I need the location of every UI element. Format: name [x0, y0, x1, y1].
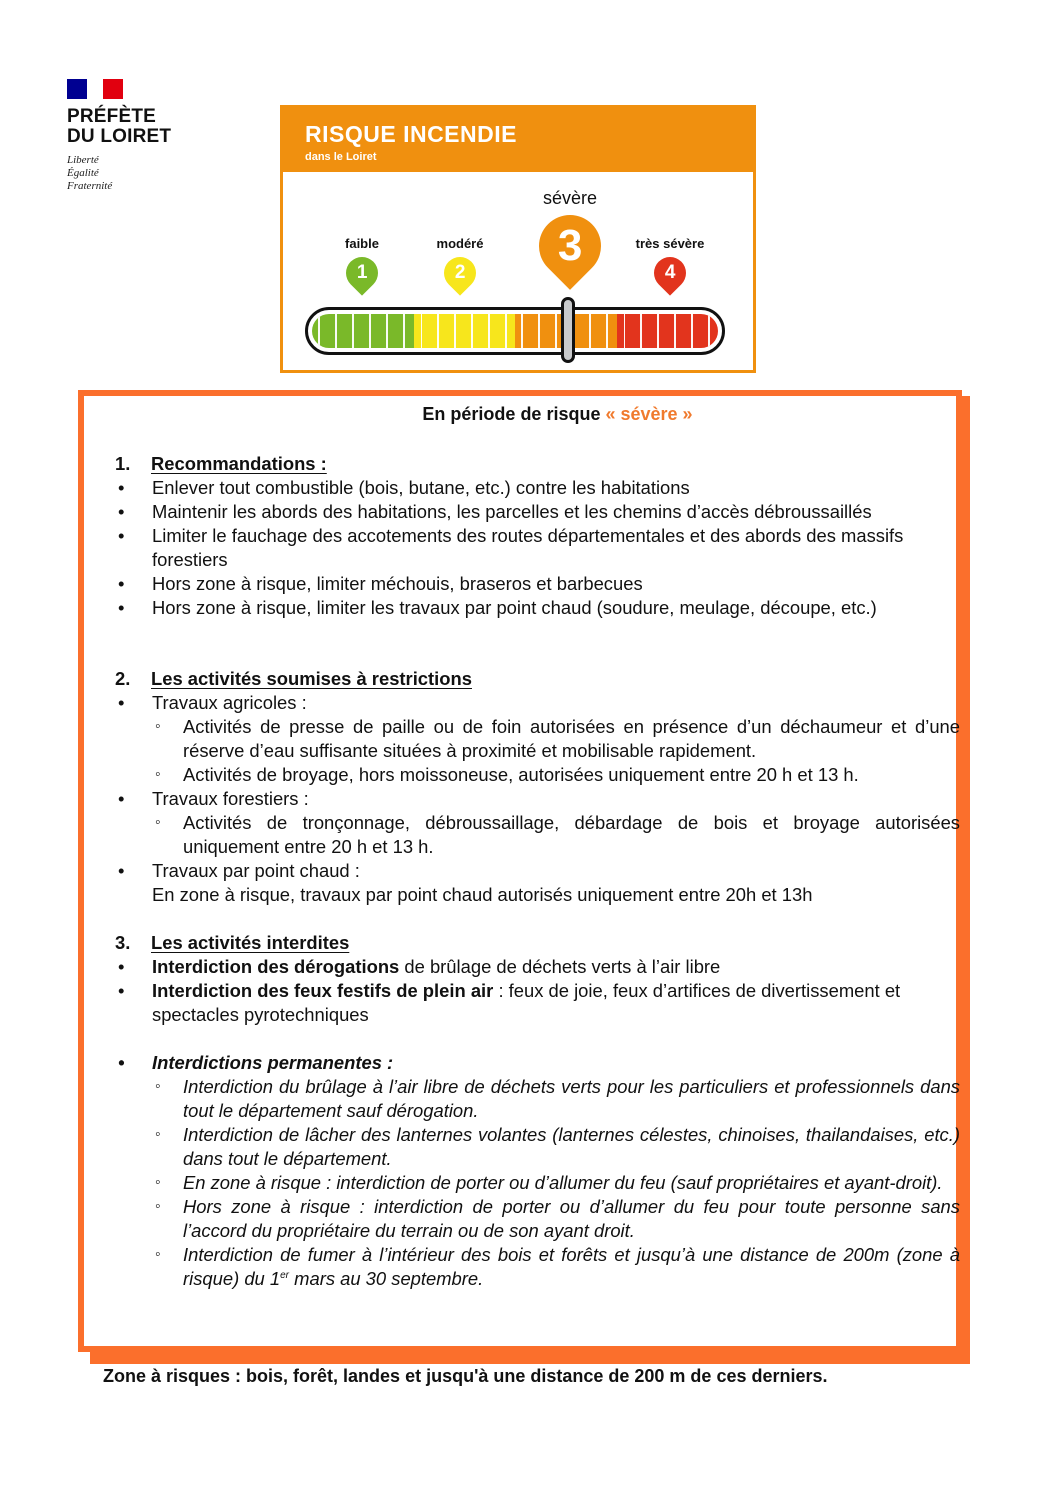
- org-line-1: PRÉFÈTE: [67, 106, 157, 127]
- section-title: Les activités soumises à restrictions: [151, 668, 472, 689]
- section-restrictions: 2. Les activités soumises à restrictions • Travaux agricoles : ◦ Activités de presse de paille ou de foin autorisées en présence d’un déchaumeur et d’une réserve d’eau suffisante situées à proximité et mobilisable rapidement. ◦ Activités de broyage, hors moissoneuse, autorisées uniquement entre 20 h et 13 h. • Travaux forestiers : ◦ Activités de tronçonnage, débroussaillage, débardage de bois et broyage autorisées uniquement entre 20 h et 13 h. • Travaux par point chaud : En zone à risque, travaux par point chaud autorisés uniquement entre 20h et 13h: [115, 667, 960, 907]
- section-title: Recommandations :: [151, 453, 327, 474]
- footer-note: Zone à risques : bois, forêt, landes et jusqu'à une distance de 200 m de ces derniers.: [103, 1366, 828, 1386]
- org-line-2: DU LOIRET: [67, 126, 172, 147]
- sub-list-item: ◦ Interdiction du brûlage à l’air libre de déchets verts pour les particuliers et professionnels dans tout le département sauf dérogation.: [115, 1075, 960, 1123]
- list-item: • Travaux par point chaud :: [115, 859, 960, 883]
- list-item: • Interdiction des feux festifs de plein air : feux de joie, feux d’artifices de divertissement et spectacles pyrotechniques: [115, 979, 960, 1027]
- org-name: [67, 107, 197, 147]
- sub-list-item: ◦ Activités de tronçonnage, débroussaillage, débardage de bois et broyage autorisées uniquement entre 20 h et 13 h.: [115, 811, 960, 859]
- list-item: • Interdiction des dérogations de brûlage de déchets verts à l’air libre: [115, 955, 960, 979]
- map-pin-icon: 2: [437, 250, 482, 295]
- prefecture-logo: [67, 79, 197, 193]
- gauge-cursor: [561, 297, 575, 363]
- gauge-segment-modere: [414, 314, 516, 348]
- level-2-marker: [425, 236, 495, 289]
- gauge-segment-faible: [312, 314, 414, 348]
- french-flag-icon: [67, 79, 123, 99]
- section-recommandations: 1. Recommandations : • Enlever tout combustible (bois, butane, etc.) contre les habitations • Maintenir les abords des habitations, les parcelles et les chemins d’accès débroussaillés • Limiter le fauchage des accotements des routes départementales et des abords des massifs forestiers • Hors zone à risque, limiter méchouis, braseros et barbecues • Hors zone à risque, limiter les travaux par point chaud (soudure, meulage, découpe, etc.): [115, 452, 960, 620]
- list-item: • Limiter le fauchage des accotements des routes départementales et des abords des massifs forestiers: [115, 524, 960, 572]
- level-1-marker: [335, 236, 389, 289]
- list-item: • Travaux agricoles :: [115, 691, 960, 715]
- motto-fraternite: Fraternité: [67, 180, 113, 192]
- risk-gauge: [305, 307, 725, 355]
- list-item: • Hors zone à risque, limiter les travaux par point chaud (soudure, meulage, découpe, etc.): [115, 596, 960, 620]
- sub-list-item: ◦ En zone à risque : interdiction de porter ou d’allumer du feu (sauf propriétaires et ayant-droit).: [115, 1171, 960, 1195]
- notice-heading: En période de risque « sévère »: [422, 404, 693, 424]
- list-note: En zone à risque, travaux par point chaud autorisés uniquement entre 20h et 13h: [152, 884, 813, 905]
- notice-content: [115, 400, 960, 1291]
- level-3-marker-active: [530, 188, 610, 277]
- list-item: • Hors zone à risque, limiter méchouis, braseros et barbecues: [115, 572, 960, 596]
- card-title: RISQUE INCENDIE: [305, 121, 517, 147]
- level-3-label: sévère: [542, 188, 598, 208]
- sub-list-item: ◦ Interdiction de lâcher des lanternes volantes (lanternes célestes, chinoises, thailandaises, etc.) dans tout le département.: [115, 1123, 960, 1171]
- map-pin-icon: 1: [339, 250, 384, 295]
- card-subtitle: dans le Loiret: [305, 151, 377, 163]
- section-title: Les activités interdites: [151, 932, 350, 953]
- card-header: [283, 108, 753, 172]
- level-1-label: faible: [345, 236, 379, 251]
- level-2-label: modéré: [436, 236, 484, 251]
- sub-list-item: ◦ Activités de presse de paille ou de foin autorisées en présence d’un déchaumeur et d’une réserve d’eau suffisante situées à proximité et mobilisable rapidement.: [115, 715, 960, 763]
- map-pin-icon: 3: [526, 202, 614, 290]
- level-4-marker: [625, 236, 715, 289]
- section-interdites: 3. Les activités interdites • Interdiction des dérogations de brûlage de déchets verts à l’air libre • Interdiction des feux festifs de plein air : feux de joie, feux d’artifices de divertissement et spectacles pyrotechniques • Interdictions permanentes : ◦ Interdiction du brûlage à l’air libre de déchets verts pour les particuliers et professionnels dans tout le département sauf dérogation. ◦ Interdiction de lâcher des lanternes volantes (lanternes célestes, chinoises, thailandaises, etc.) dans tout le département. ◦ En zone à risque : interdiction de porter ou d’allumer du feu (sauf propriétaires et ayant-droit). ◦ Hors zone à risque : interdiction de porter ou d’allumer du feu pour toute personne sans l’accord du propriétaire du terrain ou de son ayant droit. ◦ Interdiction de fumer à l’intérieur des bois et forêts et jusqu’à une distance de 200m (zone à risque) du 1er mars au 30 septembre.: [115, 931, 960, 1291]
- risk-level-highlight: « sévère »: [605, 404, 693, 424]
- sub-list-item: ◦ Activités de broyage, hors moissoneuse, autorisées uniquement entre 20 h et 13 h.: [115, 763, 960, 787]
- motto-liberte: Liberté: [67, 154, 99, 166]
- gauge-segment-tres-severe: [617, 314, 719, 348]
- list-item-permanent: • Interdictions permanentes :: [115, 1051, 960, 1075]
- list-item: • Travaux forestiers :: [115, 787, 960, 811]
- motto: [67, 154, 197, 193]
- sub-list-item: ◦ Hors zone à risque : interdiction de porter ou d’allumer du feu pour toute personne sans l’accord du propriétaire du terrain ou de son ayant droit.: [115, 1195, 960, 1243]
- map-pin-icon: 4: [647, 250, 692, 295]
- list-item: • Enlever tout combustible (bois, butane, etc.) contre les habitations: [115, 476, 960, 500]
- list-item: • Maintenir les abords des habitations, les parcelles et les chemins d’accès débroussaillés: [115, 500, 960, 524]
- sub-list-item: ◦ Interdiction de fumer à l’intérieur des bois et forêts et jusqu’à une distance de 200m (zone à risque) du 1er mars au 30 septembre.: [115, 1243, 960, 1291]
- motto-egalite: Égalité: [67, 167, 99, 179]
- level-4-label: très sévère: [635, 236, 705, 251]
